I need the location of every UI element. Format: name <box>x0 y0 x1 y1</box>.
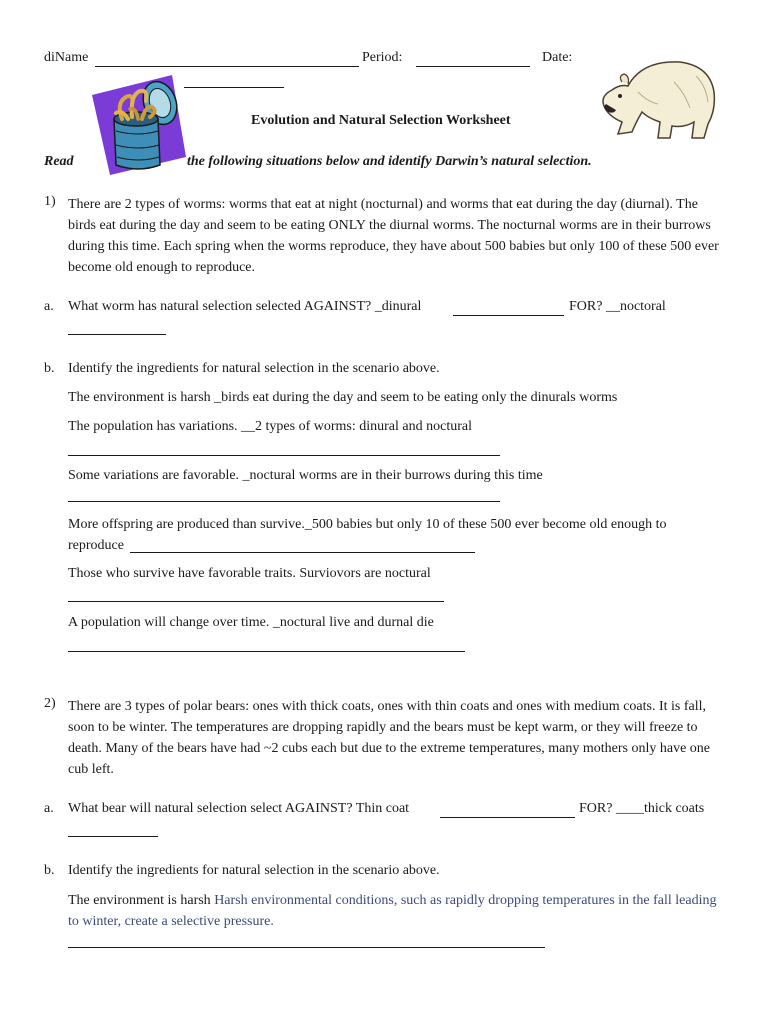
date-field[interactable] <box>184 87 284 88</box>
q1b-prompt: Identify the ingredients for natural selection in the scenario above. <box>68 361 440 376</box>
q2b-prompt: Identify the ingredients for natural selection in the scenario above. <box>68 863 440 878</box>
question-1-text: There are 2 types of worms: worms that eat at night (nocturnal) and worms that eat during the day (diurnal). The birds eat during the day and seem to be eating ONLY the diurnal worms. The nocturnal worms are in their burrows during this time. Each spring when the worms reproduce, they have about 500 babies but only 100 of these 500 ever become old enough to reproduce. <box>68 197 719 275</box>
q1b-offspring-blank[interactable] <box>130 552 475 553</box>
q1a-against-blank[interactable] <box>453 315 564 316</box>
q1b-favorable-blank[interactable] <box>68 501 500 502</box>
q1b-offspring-cont: reproduce <box>68 538 124 553</box>
worksheet-title: Evolution and Natural Selection Worksheet <box>251 113 511 128</box>
q2b-letter: b. <box>44 863 55 878</box>
q2a-for-label: FOR? ____thick coats <box>579 801 705 816</box>
q2b-environment-blank[interactable] <box>68 947 545 948</box>
q2b-environment <box>68 890 728 932</box>
q1b-environment: The environment is harsh _birds eat during the day and seem to be eating only the dinurals worms <box>68 390 618 405</box>
question-1-number: 1) <box>44 194 56 209</box>
q2a-for-blank[interactable] <box>68 836 158 837</box>
q1a-for-label: FOR? __noctoral <box>569 299 666 314</box>
q1b-change-blank[interactable] <box>68 651 465 652</box>
q1b-survive: Those who survive have favorable traits. Surviovors are noctural <box>68 566 431 581</box>
name-field[interactable] <box>95 66 359 67</box>
q1b-variations-blank[interactable] <box>68 455 500 456</box>
question-2-text: There are 3 types of polar bears: ones with thick coats, ones with thin coats and ones with medium coats. It is fall, soon to be winter. The temperatures are dropping rapidly and the bears must be kept warm, or they will freeze to death. Many of the bears have had ~2 cubs each but due to the extreme temperatures, many mothers only have one cub left. <box>68 699 711 777</box>
q2a-letter: a. <box>44 801 54 816</box>
polar-bear-icon <box>598 52 720 140</box>
q1b-letter: b. <box>44 361 55 376</box>
q1a-letter: a. <box>44 299 54 314</box>
q1b-survive-blank[interactable] <box>68 601 444 602</box>
q2a-against-blank[interactable] <box>440 817 575 818</box>
q1a-for-blank[interactable] <box>68 334 166 335</box>
q2a-question: What bear will natural selection select AGAINST? Thin coat <box>68 801 410 816</box>
period-label: Period: <box>362 50 403 65</box>
period-field[interactable] <box>416 66 530 67</box>
worm-can-icon <box>86 73 192 179</box>
q2b-environment-answer: Harsh environmental conditions, such as rapidly dropping temperatures in the fall leading to winter, create a selective pressure. <box>68 893 717 929</box>
q1b-favorable: Some variations are favorable. _noctural worms are in their burrows during this time <box>68 468 543 483</box>
instructions-text: the following situations below and identify Darwin’s natural selection. <box>187 154 592 169</box>
q2b-environment-label: The environment is harsh <box>68 893 211 908</box>
question-2-number: 2) <box>44 696 56 711</box>
instructions-read: Read <box>44 154 74 169</box>
q1b-variations: The population has variations. __2 types of worms: dinural and noctural <box>68 419 472 434</box>
name-label: diName <box>44 50 89 65</box>
date-label: Date: <box>542 50 573 65</box>
q1a-question: What worm has natural selection selected AGAINST? _dinural <box>68 299 422 314</box>
q1b-offspring: More offspring are produced than survive._500 babies but only 10 of these 500 ever become old enough to <box>68 517 667 532</box>
q1b-change: A population will change over time. _noctural live and durnal die <box>68 615 434 630</box>
